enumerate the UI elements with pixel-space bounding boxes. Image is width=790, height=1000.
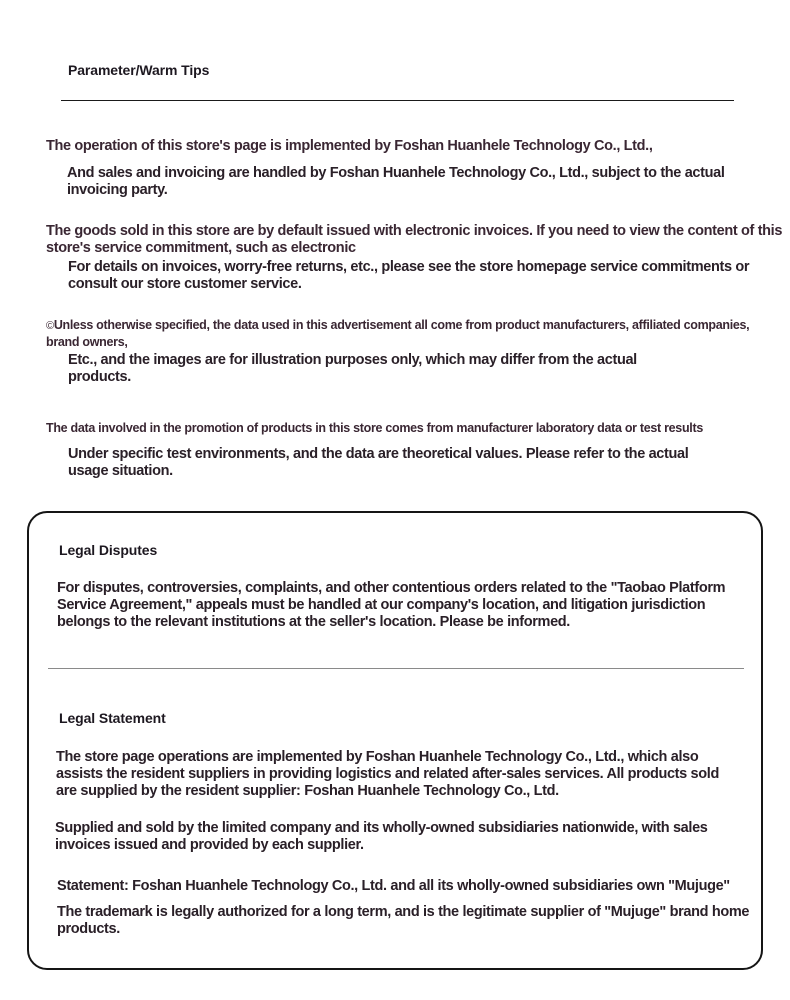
legal-statement-para-2: Supplied and sold by the limited company and its wholly-owned subsidiaries nationwide, with sales invoices issued and provided by each supplier. [55, 820, 708, 853]
tip-3-main-text: Unless otherwise specified, the data used in this advertisement all come from product manufacturers, affiliated companies, brand owners, [46, 318, 750, 349]
legal-statement-para-3: Statement: Foshan Huanhele Technology Co., Ltd. and all its wholly-owned subsidiaries own "Mujuge" [57, 878, 730, 894]
legal-disputes-body: For disputes, controversies, complaints, and other contentious orders related to the "Taobao Platform Service Agreement," appeals must be handled at our company's location, and litigation jurisdiction belongs to the relevant institutions at the seller's location. Please be informed. [57, 580, 726, 630]
tip-3-main [46, 317, 766, 350]
legal-statement-title: Legal Statement [59, 710, 166, 726]
legal-statement-para-4: The trademark is legally authorized for a long term, and is the legitimate supplier of "Mujuge" brand home products. [57, 904, 750, 937]
page-title: Parameter/Warm Tips [68, 62, 210, 78]
legal-section-divider [48, 668, 744, 669]
legal-disputes-title: Legal Disputes [59, 542, 158, 558]
tip-3-sub: Etc., and the images are for illustration purposes only, which may differ from the actual products. [68, 352, 637, 385]
tip-2-main: The goods sold in this store are by default issued with electronic invoices. If you need to view the content of this store's service commitment, such as electronic [46, 223, 783, 256]
tip-1-sub: And sales and invoicing are handled by Foshan Huanhele Technology Co., Ltd., subject to the actual invoicing party. [67, 165, 725, 198]
tip-1-main: The operation of this store's page is implemented by Foshan Huanhele Technology Co., Ltd., [46, 138, 653, 154]
tip-4-main: The data involved in the promotion of products in this store comes from manufacturer laboratory data or test results [46, 421, 703, 435]
legal-statement-para-1: The store page operations are implemented by Foshan Huanhele Technology Co., Ltd., which also assists the resident suppliers in providing logistics and related after-sales services. All products sold are supplied by the resident supplier: Foshan Huanhele Technology Co., Ltd. [56, 749, 719, 799]
header-divider [61, 100, 734, 101]
copyright-icon: © [46, 320, 54, 332]
tip-2-sub: For details on invoices, worry-free returns, etc., please see the store homepage service commitments or consult our store customer service. [68, 259, 750, 292]
tip-4-sub: Under specific test environments, and the data are theoretical values. Please refer to the actual usage situation. [68, 446, 689, 479]
